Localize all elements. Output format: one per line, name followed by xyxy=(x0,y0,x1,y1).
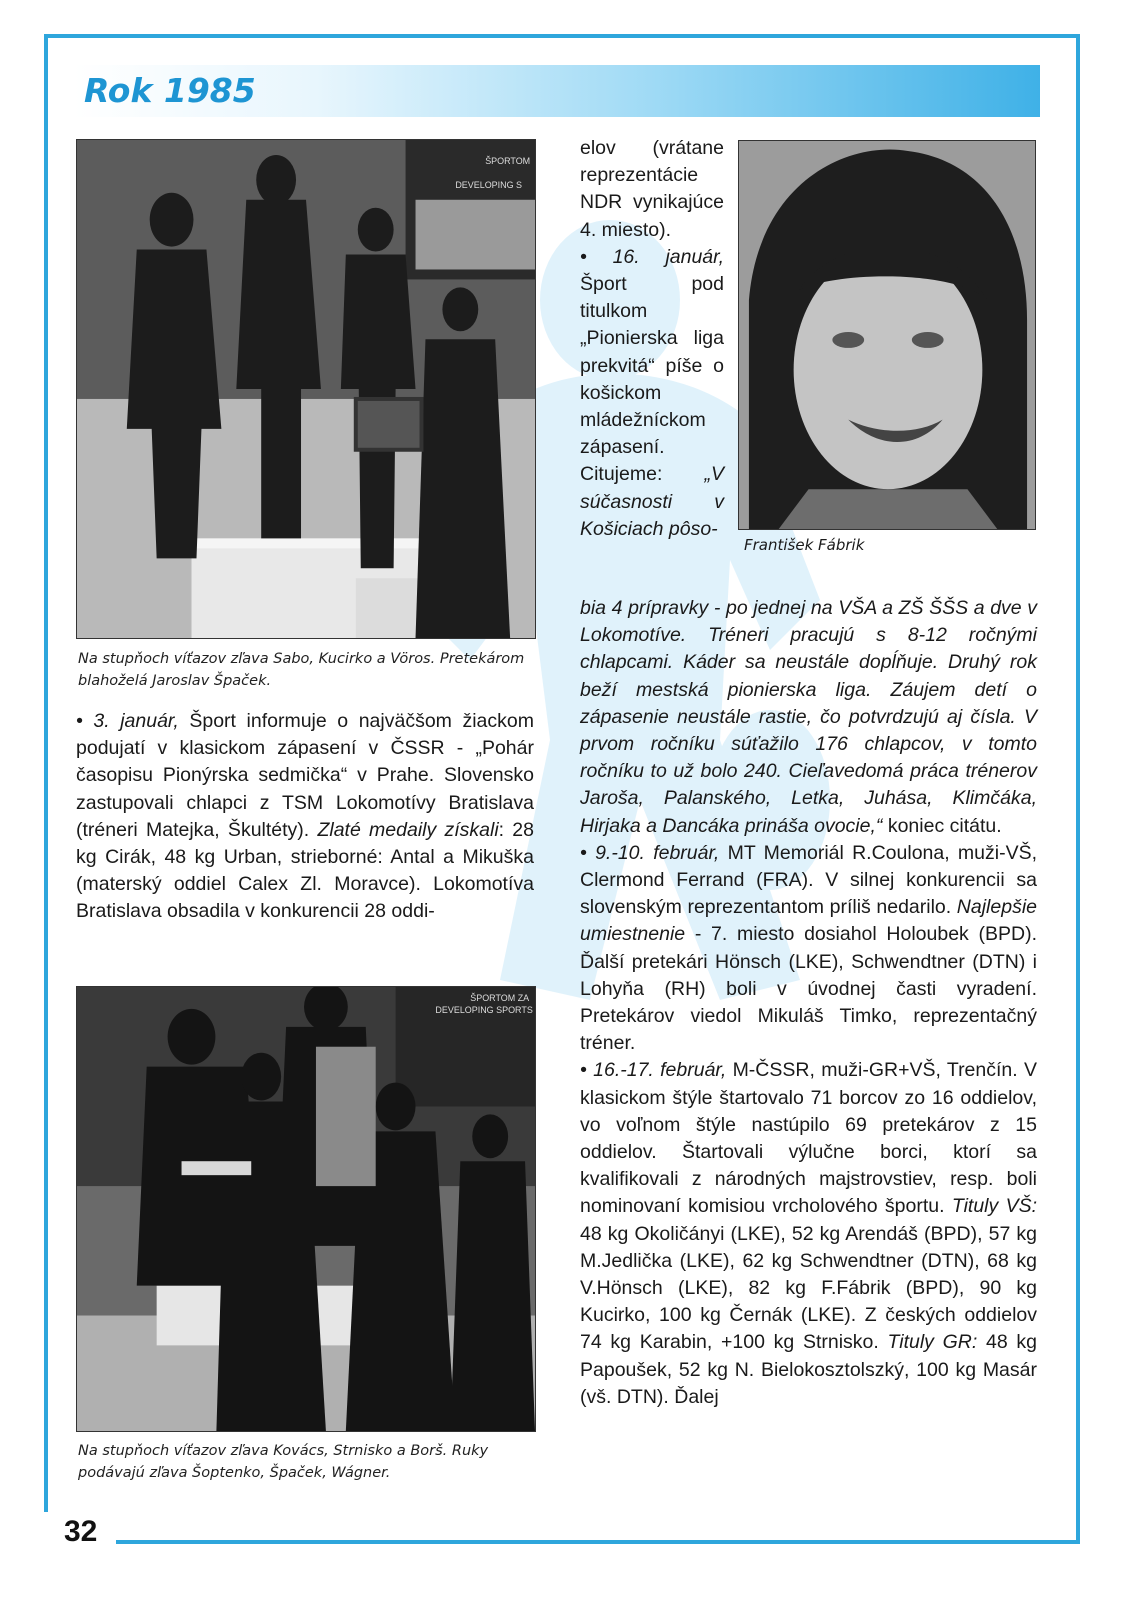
article-right-narrow-column xyxy=(580,135,724,543)
text-segment: - 7. miesto dosiahol Holoubek (BPD). Ďalší pretekári Hönsch (LKE), Schwendtner (DTN) i Lohyňa (RH) boli v úvodnej časti vyradení. Pretekárov viedol Mikuláš Timko, reprezentačný tréner. xyxy=(580,923,1037,1055)
text-segment: 48 kg Papoušek, 52 kg N. Bielokosztolszký, 100 kg Masár (vš. DTN). Ďalej xyxy=(580,1331,1038,1408)
caption-bottom-photo: Na stupňoch víťazov zľava Kovács, Strnisko a Borš. Ruky podávajú zľava Šoptenko, Špaček, Wágner. xyxy=(78,1443,489,1481)
paragraph-9-10-february xyxy=(580,840,1037,1058)
text-emphasis: Zlaté medaily získali xyxy=(317,818,499,841)
photo-portrait-fabrik xyxy=(738,140,1036,530)
photo-sign-bottom-1: ŠPORTOM ZA xyxy=(470,992,530,1003)
photo-podium-handshake xyxy=(76,986,536,1432)
date-16-17-february: • 16.-17. február, xyxy=(580,1059,727,1082)
text-emphasis: Tituly VŠ: xyxy=(951,1195,1038,1218)
paragraph-quote-continuation xyxy=(580,595,1037,840)
page-number: 32 xyxy=(64,1515,98,1548)
photo-sign-bottom-2: DEVELOPING SPORTS xyxy=(435,1004,533,1015)
text-segment: M-ČSSR, muži-GR+VŠ, Trenčín. V klasickom štýle štartovalo 71 borcov zo 16 oddielov, vo voľnom štýle nastúpilo 69 pretekárov z 15 oddielov. Štartovali výlučne borci, ktorí sa kvalifikovali z národných majstrovstiev, resp. boli nominovaní komisiou vrcholového športu. xyxy=(580,1059,1037,1218)
text-emphasis: Najlepšie umiestnenie xyxy=(580,896,1037,946)
text-segment: Šport informuje o najväčšom žiackom podujatí v klasickom zápasení v ČSSR - „Pohár časopisu Pionýrska sedmička“ v Prahe. Slovensko zastupovali chlapci z TSM Lokomotívy Bratislava (tréneri Matejka, Škultéty). xyxy=(76,710,534,841)
quote-body: bia 4 prípravky - po jednej na VŠA a ZŠ ŠŠS a dve v Lokomotíve. Tréneri pracujú s 8-12 ročnými chlapcami. Káder sa neustále dopĺňuje. Druhý rok beží mestská pionierska liga. Záujem detí o zápasenie neustále rastie, čo potvrdzujú aj čísla. V prvom ročníku súťažilo 176 chlapcov, v tomto ročníku to už bolo 240. Cieľavedomá práca trénerov Jaroša, Palanského, Letka, Juhása, Klimčáka, Hirjaka a Dancáka prináša ovocie,“ xyxy=(580,597,1037,837)
text-segment: 48 kg Okoličányi (LKE), 52 kg Arendáš (BPD), 57 kg M.Jedlička (LKE), 62 kg Schwendtner (DTN), 68 kg V.Hönsch (LKE), 82 kg F.Fábrik (BPD), 90 kg Kucirko, 100 kg Černák (LKE). Z českých oddielov 74 kg Karabin, +100 kg Strnisko. xyxy=(580,1222,1037,1354)
text-segment: MT Memoriál R.Coulona, muži-VŠ, Clermond Ferrand (FRA). V silnej konkurencii sa slovenským reprezentantom príliš nedarilo. xyxy=(580,841,1038,919)
article-left-column xyxy=(76,708,534,926)
date-3-january: • 3. január, xyxy=(76,710,179,732)
photo-podium-1985 xyxy=(76,139,536,639)
text-emphasis: Tituly GR: xyxy=(887,1331,978,1354)
photo-sign-top-2: DEVELOPING S xyxy=(455,179,523,190)
quote-start: „V súčasnosti v Košiciach pôso- xyxy=(580,463,724,540)
caption-top-photo: Na stupňoch víťazov zľava Sabo, Kucirko a Vöros. Pretekárom blahoželá Jaroslav Špaček. xyxy=(78,651,525,689)
paragraph-3-january xyxy=(76,708,534,926)
page-title: Rok 1985 xyxy=(84,71,256,110)
photo-sign-top-1: ŠPORTOM xyxy=(485,155,531,166)
paragraph-continuation: elov (vrátane reprezentácie NDR vynikajúce 4. miesto). xyxy=(580,137,724,241)
caption-portrait: František Fábrik xyxy=(744,536,865,554)
date-16-january: • 16. január, xyxy=(580,245,724,268)
text-segment: : 28 kg Cirák, 48 kg Urban, strieborné: Antal a Mikuška (materský oddiel Calex Zl. Moravce). Lokomotíva Bratislava obsadila v konkurencii 28 oddi- xyxy=(76,818,534,923)
paragraph-16-17-february xyxy=(580,1057,1037,1411)
article-right-wide-column xyxy=(580,595,1037,1411)
text-segment: Šport pod titulkom „Pionierska liga prekvitá“ píše o košickom mládežníckom zápasení. Citujeme: xyxy=(580,273,724,486)
text-segment: koniec citátu. xyxy=(882,814,1002,837)
paragraph-16-january xyxy=(580,244,724,543)
date-9-10-february: • 9.-10. február, xyxy=(580,841,720,864)
